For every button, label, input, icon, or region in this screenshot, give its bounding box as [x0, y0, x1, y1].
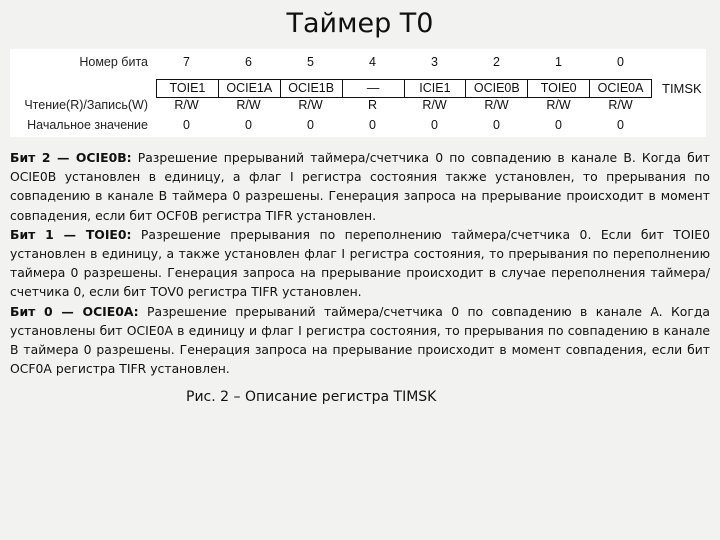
page-title: Таймер Т0	[286, 8, 434, 39]
bit-description-text: Разрешение прерывания по переполнению таймера/счетчика 0. Если бит TOIE0 установлен в единицу, а также установлен флаг I регистра состояния, то прерывания по переполнению таймера 0 разрешены. Генерация запроса на прерывание происходит в случае переполнения таймера/счетчика 0, если бит TOV0 регистра TIFR установлен.	[10, 226, 710, 300]
access-cell: R/W	[422, 98, 447, 112]
bit-description-head: Бит 1 — TOIE0:	[10, 226, 132, 242]
row-label-access: Чтение(R)/Запись(W)	[24, 98, 148, 112]
bit-number-cell: 7	[183, 55, 190, 69]
figure-caption: Рис. 2 – Описание регистра TIMSK	[186, 389, 437, 405]
access-cell: R/W	[484, 98, 509, 112]
bit-description-head: Бит 0 — OCIE0A:	[10, 303, 139, 319]
bit-name-cell: OCIE0B	[466, 80, 528, 97]
bit-number-cell: 4	[369, 55, 376, 69]
initial-value-cell: 0	[307, 118, 314, 132]
bit-name-cell: OCIE1A	[219, 80, 281, 97]
access-cell: R/W	[546, 98, 571, 112]
access-cell: R/W	[236, 98, 261, 112]
bit-name-cell: OCIE0A	[597, 81, 644, 95]
bit-description-head: Бит 2 — OCIE0B:	[10, 150, 132, 165]
bit-number-cell: 2	[493, 55, 500, 69]
initial-value-cell: 0	[555, 118, 562, 132]
bit-name-cell: ICIE1	[405, 80, 467, 97]
bit-number-cell: 6	[245, 55, 252, 69]
access-cell: R/W	[608, 98, 633, 112]
bit-number-cell: 3	[431, 55, 438, 69]
initial-value-cell: 0	[617, 118, 624, 132]
bit-name-cell: TOIE0	[528, 80, 590, 97]
access-cell: R/W	[174, 98, 199, 112]
bit-description-text: Разрешение прерываний таймера/счетчика 0 по совпадению в канале B. Когда бит OCIE0B установлен в единицу, а флаг I регистра состояния также установлен, то прерывания по совпадению в канале B таймера 0 разрешены. Генерация запроса на прерывание происходит в момент совпадения, если бит OCF0B регистра TIFR установлен.	[10, 150, 710, 223]
bit-description	[10, 225, 710, 302]
initial-value-cell: 0	[369, 118, 376, 132]
bit-description	[10, 148, 710, 225]
bit-number-cell: 0	[617, 55, 624, 69]
initial-value-cell: 0	[183, 118, 190, 132]
bit-name-cell: —	[343, 80, 405, 97]
bit-name-cell: TOIE1	[157, 80, 219, 97]
bit-description-text: Разрешение прерываний таймера/счетчика 0 по совпадению в канале A. Когда установлены бит OCIE0A в единицу и флаг I регистра состояния, то прерывания по совпадению в канале B таймера 0 разрешены. Генерация запроса на прерывание происходит в момент совпадения, если бит OCF0A регистра TIFR установлен.	[10, 303, 710, 377]
bit-number-cell: 5	[307, 55, 314, 69]
bit-description	[10, 302, 710, 379]
bit-descriptions	[10, 148, 710, 378]
access-cell: R/W	[298, 98, 323, 112]
bit-name-cell: OCIE1B	[281, 80, 343, 97]
register-name: TIMSK	[662, 81, 702, 96]
initial-value-cell: 0	[245, 118, 252, 132]
row-label-bit-number: Номер бита	[79, 55, 148, 69]
register-bit-box	[156, 79, 652, 98]
initial-value-cell: 0	[431, 118, 438, 132]
access-cell: R	[367, 98, 378, 112]
row-label-initial: Начальное значение	[27, 118, 148, 132]
bit-number-cell: 1	[555, 55, 562, 69]
initial-value-cell: 0	[493, 118, 500, 132]
register-diagram	[10, 49, 706, 137]
